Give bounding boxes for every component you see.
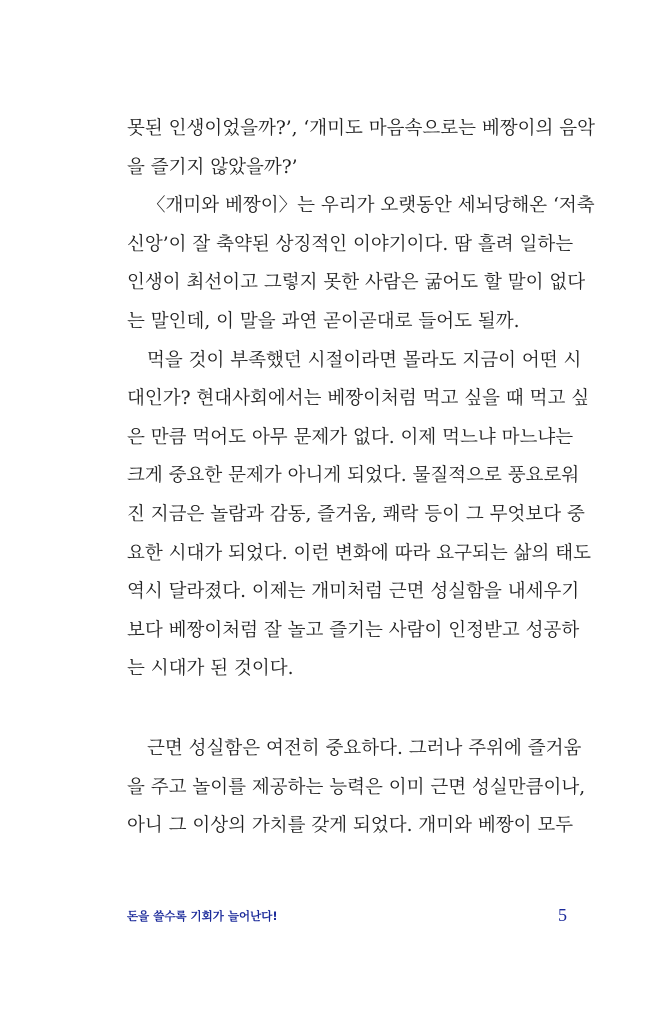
text-line: 보다 베짱이처럼 잘 놀고 즐기는 사람이 인정받고 성공하 [127, 619, 580, 641]
text-line: 는 말인데, 이 말을 과연 곧이곧대로 들어도 될까. [127, 310, 520, 332]
book-page-body [127, 110, 595, 846]
page-number: 5 [558, 905, 567, 925]
text-line: 을 즐기지 않았을까?’ [127, 156, 298, 178]
text-line: 인생이 최선이고 그렇지 못한 사람은 굶어도 할 말이 없다 [127, 272, 586, 294]
text-line: 크게 중요한 문제가 아니게 되었다. 물질적으로 풍요로워 [127, 465, 580, 487]
paragraph [127, 730, 586, 846]
text-line: 역시 달라졌다. 이제는 개미처럼 근면 성실함을 내세우기 [127, 581, 580, 603]
paragraph [127, 342, 591, 689]
page-footer [127, 905, 567, 926]
text-line: 대인가? 현대사회에서는 베짱이처럼 먹고 싶을 때 먹고 싶 [127, 388, 590, 410]
text-line: 을 주고 놀이를 제공하는 능력은 이미 근면 성실만큼이나, [127, 776, 586, 798]
text-line: 는 시대가 된 것이다. [127, 658, 294, 680]
text-line: 요한 시대가 되었다. 이런 변화에 따라 요구되는 삶의 태도 [127, 542, 591, 564]
text-line: 못된 인생이었을까?’, ‘개미도 마음속으로는 베짱이의 음악 [127, 118, 595, 139]
text-line: 신앙’이 잘 축약된 상징적인 이야기이다. 땀 흘려 일하는 [127, 233, 574, 255]
text-line: 먹을 것이 부족했던 시절이라면 몰라도 지금이 어떤 시 [147, 349, 582, 371]
section-gap [127, 689, 567, 730]
text-line: 아니 그 이상의 가치를 갖게 되었다. 개미와 베짱이 모두 [127, 815, 574, 837]
paragraph [127, 187, 595, 341]
text-line: 은 만큼 먹어도 아무 문제가 없다. 이제 먹느냐 마느냐는 [127, 426, 574, 448]
text-line: 〈개미와 베짱이〉는 우리가 오랫동안 세뇌당해온 ‘저축 [147, 195, 595, 217]
paragraph [127, 110, 595, 187]
running-title: 돈을 쓸수록 기회가 늘어난다! [127, 908, 278, 923]
text-line: 근면 성실함은 여전히 중요하다. 그러나 주위에 즐거움 [147, 737, 582, 759]
text-line: 진 지금은 놀람과 감동, 즐거움, 쾌락 등이 그 무엇보다 중 [127, 503, 585, 525]
